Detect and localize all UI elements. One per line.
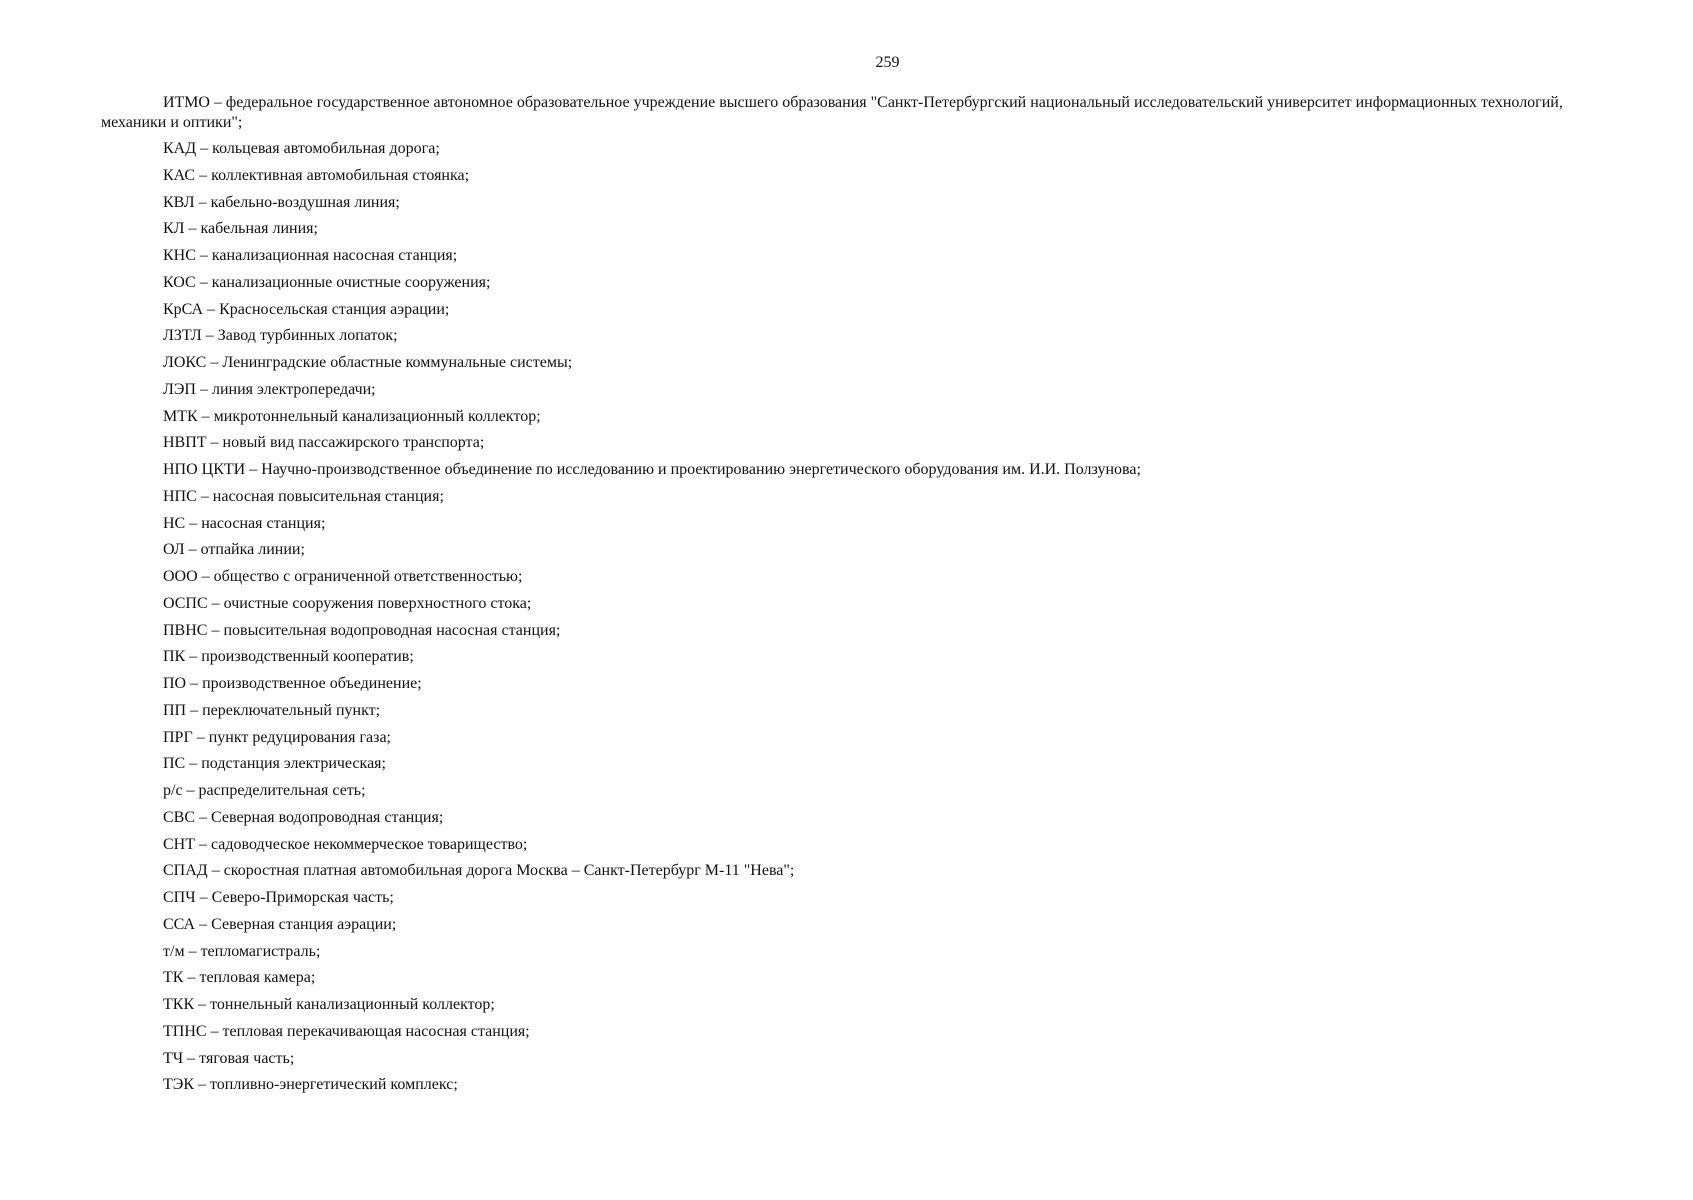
abbreviation-entry: СПЧ – Северо-Приморская часть; bbox=[163, 889, 394, 906]
abbreviation-entry: ТКК – тоннельный канализационный коллектор; bbox=[163, 996, 495, 1013]
abbreviation-entry: КрСА – Красносельская станция аэрации; bbox=[163, 300, 450, 318]
abbreviation-entry: р/с – распределительная сеть; bbox=[163, 782, 366, 799]
abbreviation-entry: ТК – тепловая камера; bbox=[163, 969, 316, 987]
abbreviation-entry: ТЧ – тяговая часть; bbox=[163, 1049, 295, 1067]
abbreviation-entry: КВЛ – кабельно-воздушная линия; bbox=[163, 193, 400, 211]
abbreviation-entry: СВС – Северная водопроводная станция; bbox=[163, 808, 444, 826]
abbreviation-entry: КАД – кольцевая автомобильная дорога; bbox=[163, 140, 440, 157]
page-number: 259 bbox=[875, 54, 900, 71]
abbreviation-entry: ССА – Северная станция аэрации; bbox=[163, 915, 397, 933]
abbreviation-entry: ОЛ – отпайка линии; bbox=[163, 541, 305, 559]
abbreviation-entry: ЛОКС – Ленинградские областные коммунальные системы; bbox=[163, 354, 573, 371]
abbreviation-entry: ПС – подстанция электрическая; bbox=[163, 755, 386, 773]
abbreviation-entry: НВПТ – новый вид пассажирского транспорта; bbox=[163, 434, 485, 452]
abbreviation-entry: ООО – общество с ограниченной ответственностью; bbox=[163, 568, 523, 585]
abbreviation-entry: СНТ – садоводческое некоммерческое товарищество; bbox=[163, 835, 528, 853]
abbreviation-entry: ПО – производственное объединение; bbox=[163, 675, 422, 692]
abbreviation-entry: НПО ЦКТИ – Научно-производственное объединение по исследованию и проектированию энергетического оборудования им. И.И. Ползунова; bbox=[163, 461, 1141, 478]
abbreviation-entry: СПАД – скоростная платная автомобильная дорога Москва – Санкт-Петербург М-11 "Нева"; bbox=[163, 862, 795, 880]
abbreviation-entry: ТПНС – тепловая перекачивающая насосная станция; bbox=[163, 1022, 530, 1040]
abbreviation-entry: ЛЗТЛ – Завод турбинных лопаток; bbox=[163, 327, 398, 345]
abbreviation-entry: ПРГ – пункт редуцирования газа; bbox=[163, 728, 391, 746]
abbreviation-entry: т/м – тепломагистраль; bbox=[163, 942, 321, 960]
abbreviation-entry: КНС – канализационная насосная станция; bbox=[163, 247, 458, 264]
abbreviation-entry: НС – насосная станция; bbox=[163, 514, 326, 532]
abbreviation-entry: ЛЭП – линия электропередачи; bbox=[163, 380, 376, 398]
abbreviation-entry: ПК – производственный кооператив; bbox=[163, 648, 414, 666]
abbreviation-entry: КЛ – кабельная линия; bbox=[163, 220, 318, 238]
abbreviation-entry: ПП – переключательный пункт; bbox=[163, 701, 381, 719]
abbreviation-entry: ПВНС – повысительная водопроводная насосная станция; bbox=[163, 621, 561, 639]
abbreviation-entry: ТЭК – топливно-энергетический комплекс; bbox=[163, 1076, 458, 1094]
abbreviation-entry: КОС – канализационные очистные сооружения; bbox=[163, 273, 491, 291]
abbreviation-list bbox=[163, 139, 1141, 1102]
abbreviation-entry-itmo: ИТМО – федеральное государственное автономное образовательное учреждение высшего образования "Санкт-Петербургский национальный исследовательский университет информационных технологий, механики и оптики"; bbox=[101, 94, 1563, 131]
abbreviation-entry: КАС – коллективная автомобильная стоянка; bbox=[163, 166, 470, 184]
abbreviation-entry: ОСПС – очистные сооружения поверхностного стока; bbox=[163, 594, 532, 612]
abbreviation-entry: НПС – насосная повысительная станция; bbox=[163, 487, 444, 505]
abbreviation-entry: МТК – микротоннельный канализационный коллектор; bbox=[163, 407, 541, 425]
